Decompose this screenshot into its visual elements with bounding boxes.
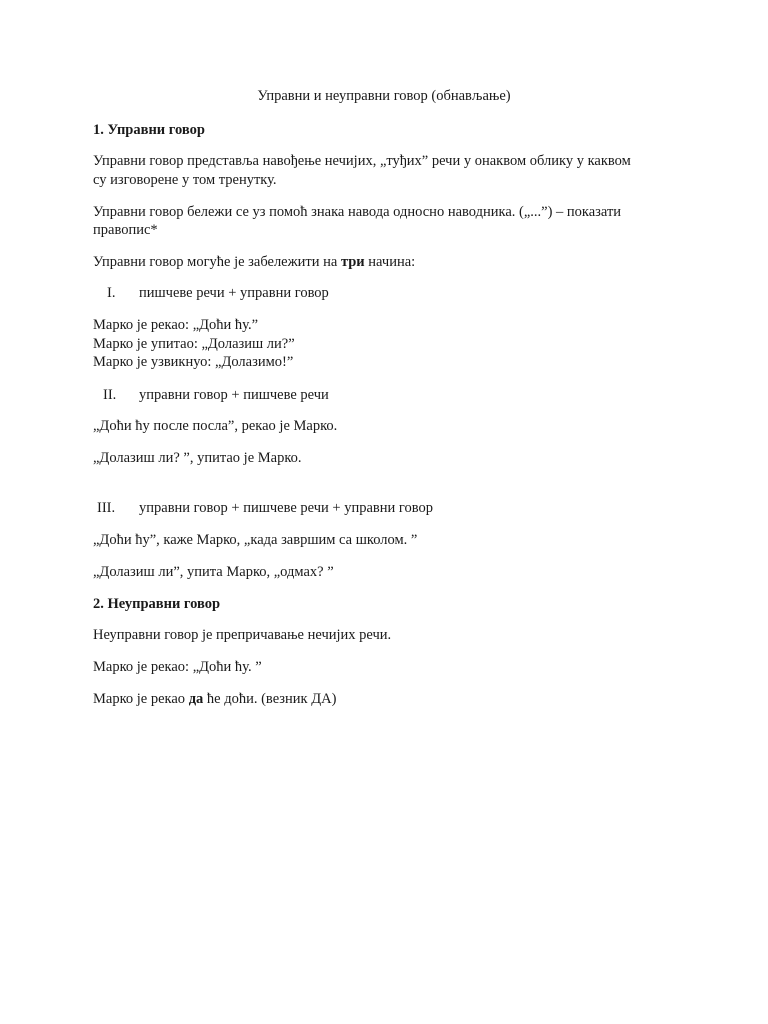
paragraph-three-ways [93,253,415,271]
text-run: начина: [364,254,416,270]
example-line-conjunction [93,690,336,708]
example-line: „Долазиш ли”, упита Марко, „одмах? ” [93,564,334,580]
paragraph-line: Управни говор представља навођење нечијих, „туђих” речи у онаквом облику у каквом [93,153,631,169]
example-line: „Долазиш ли? ”, упитао је Марко. [93,450,302,466]
example-line: Марко је упитао: „Долазиш ли?” [93,336,295,352]
list-item-text: управни говор + пишчеве речи [139,387,329,403]
paragraph-line: правопис* [93,222,158,238]
list-numeral: III. [97,500,116,516]
example-line: Марко је рекао: „Доћи ћу.” [93,317,259,333]
bold-word: да [188,691,204,707]
example-line: „Доћи ћу после посла”, рекао је Марко. [93,418,338,434]
section-heading-indirect-speech: 2. Неуправни говор [93,596,221,612]
paragraph-line: Неуправни говор је препричавање нечијих речи. [93,627,392,643]
text-run: Марко је рекао [93,691,189,707]
list-numeral: I. [107,285,116,301]
bold-word: три [340,254,365,270]
text-run: ће доћи. (везник ДА) [203,691,337,707]
list-item-text: пишчеве речи + управни говор [139,285,329,301]
example-line: „Доћи ћу”, каже Марко, „када завршим са школом. ” [93,532,418,548]
text-run: Управни говор могуће је забележити на [93,254,341,270]
example-line: Марко је рекао: „Доћи ћу. ” [93,659,262,675]
paragraph-line: су изговорене у том тренутку. [93,172,277,188]
section-heading-direct-speech: 1. Управни говор [93,122,205,138]
example-line: Марко је узвикнуо: „Долазимо!” [93,354,294,370]
document-title: Управни и неуправни говор (обнављање) [257,88,511,104]
list-numeral: II. [103,387,117,403]
paragraph-line: Управни говор бележи се уз помоћ знака навода односно наводника. („...”) – показати [93,204,622,220]
list-item-text: управни говор + пишчеве речи + управни говор [139,500,434,516]
